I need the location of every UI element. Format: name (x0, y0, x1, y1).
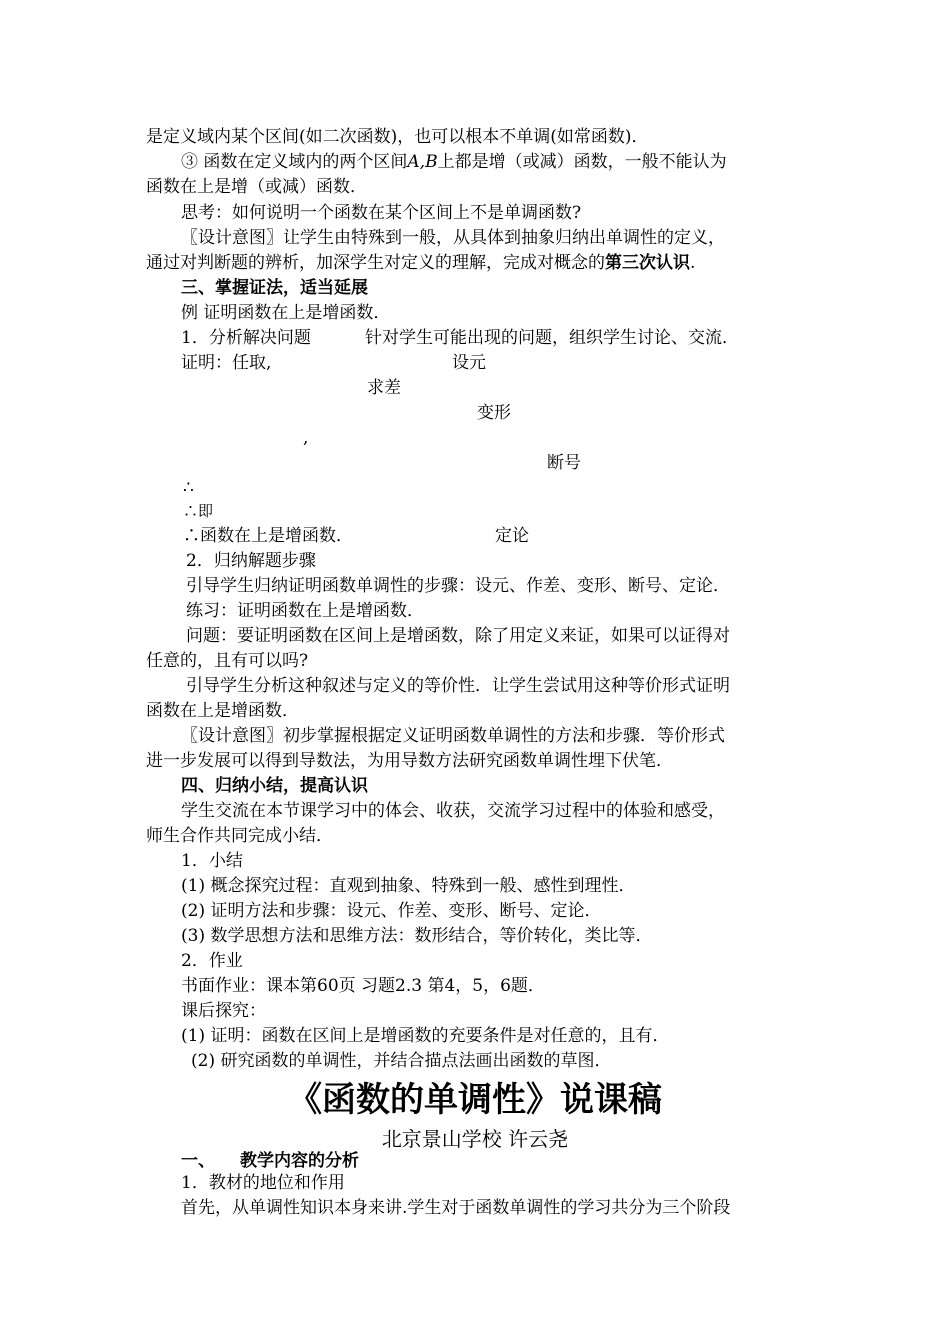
section-heading: 三、掌握证法，适当延展 (181, 278, 368, 298)
proof-line: ∴ (183, 478, 194, 498)
paragraph-line: 1．小结 (181, 851, 243, 871)
paragraph-line: 引导学生分析这种叙述与定义的等价性．让学生尝试用这种等价形式证明 (186, 676, 730, 696)
paragraph-line: 1．分析解决问题 (181, 328, 311, 348)
section-heading: 教学内容的分析 (240, 1151, 359, 1171)
list-item: (3) 数学思想方法和思维方法：数形结合，等价转化，类比等． (181, 926, 653, 946)
paragraph-line: 学生交流在本节课学习中的体会、收获，交流学习过程中的体验和感受， (181, 801, 725, 821)
paragraph-line: 2．归纳解题步骤 (186, 551, 316, 571)
paragraph-line: 师生合作共同完成小结． (146, 826, 333, 846)
list-item: (1) 证明：函数在区间上是增函数的充要条件是对任意的，且有． (181, 1026, 670, 1046)
text-run: . (690, 253, 696, 273)
paragraph-line: 问题：要证明函数在区间上是增函数，除了用定义来证，如果可以证得对 (186, 626, 730, 646)
proof-line: 证明：任取, (181, 353, 272, 373)
list-item: (2) 证明方法和步骤：设元、作差、变形、断号、定论． (181, 901, 602, 921)
proof-line: ∴函数在上是增函数． (183, 526, 353, 546)
paragraph-line: 2．作业 (181, 951, 243, 971)
step-label: 求差 (367, 378, 401, 398)
paragraph-line: 针对学生可能出现的问题，组织学生讨论、交流． (365, 328, 739, 348)
paragraph-line (181, 151, 727, 173)
paragraph-line: 进一步发展可以得到导数法，为用导数方法研究函数单调性埋下伏笔． (146, 751, 673, 771)
math-symbol: A,B (407, 152, 438, 172)
paragraph-line: 函数在上是增（或减）函数． (146, 177, 367, 197)
section-heading: 四、归纳小结，提高认识 (181, 776, 368, 796)
paragraph-line: 1．教材的地位和作用 (181, 1173, 345, 1193)
document-title: 《函数的单调性》说课稿 (288, 1080, 662, 1120)
paragraph-line: 例 证明函数在上是增函数． (181, 303, 391, 323)
step-label: 设元 (452, 353, 486, 373)
bold-text: 第三次认识 (605, 253, 690, 273)
paragraph-line (146, 252, 695, 274)
paragraph-line: 是定义域内某个区间(如二次函数)，也可以根本不单调(如常函数)． (146, 127, 649, 147)
text-run: 上都是增（或减）函数，一般不能认为 (437, 152, 727, 172)
paragraph-line: 思考：如何说明一个函数在某个区间上不是单调函数? (181, 203, 582, 223)
paragraph-line: 课后探究： (181, 1001, 266, 1021)
paragraph-line: 〖设计意图〗让学生由特殊到一般，从具体到抽象归纳出单调性的定义， (181, 228, 725, 248)
step-label: 定论 (495, 526, 529, 546)
text-run: 通过对判断题的辨析，加深学生对定义的理解，完成对概念的 (146, 253, 605, 273)
list-item: (1) 概念探究过程：直观到抽象、特殊到一般、感性到理性． (181, 876, 636, 896)
paragraph-line: 函数在上是增函数． (146, 701, 299, 721)
list-item: (2) 研究函数的单调性，并结合描点法画出函数的草图． (191, 1051, 612, 1071)
proof-line: ∴即 (183, 502, 214, 520)
paragraph-line: 任意的，且有可以吗? (146, 651, 309, 671)
paragraph-line: 首先，从单调性知识本身来讲.学生对于函数单调性的学习共分为三个阶段 (181, 1198, 731, 1218)
step-label: 断号 (547, 453, 581, 473)
author-line: 北京景山学校 许云尧 (381, 1127, 569, 1151)
section-heading-number: 一、 (181, 1151, 215, 1171)
paragraph-line: 引导学生归纳证明函数单调性的步骤：设元、作差、变形、断号、定论． (186, 576, 730, 596)
step-label: 变形 (477, 403, 511, 423)
paragraph-line: 〖设计意图〗初步掌握根据定义证明函数单调性的方法和步骤．等价形式 (181, 726, 725, 746)
paragraph-line: 练习：证明函数在上是增函数． (186, 601, 424, 621)
proof-line: , (303, 428, 309, 448)
text-run: ③ 函数在定义域内的两个区间 (181, 152, 408, 172)
paragraph-line: 书面作业：课本第60页 习题2.3 第4，5，6题． (181, 976, 545, 996)
